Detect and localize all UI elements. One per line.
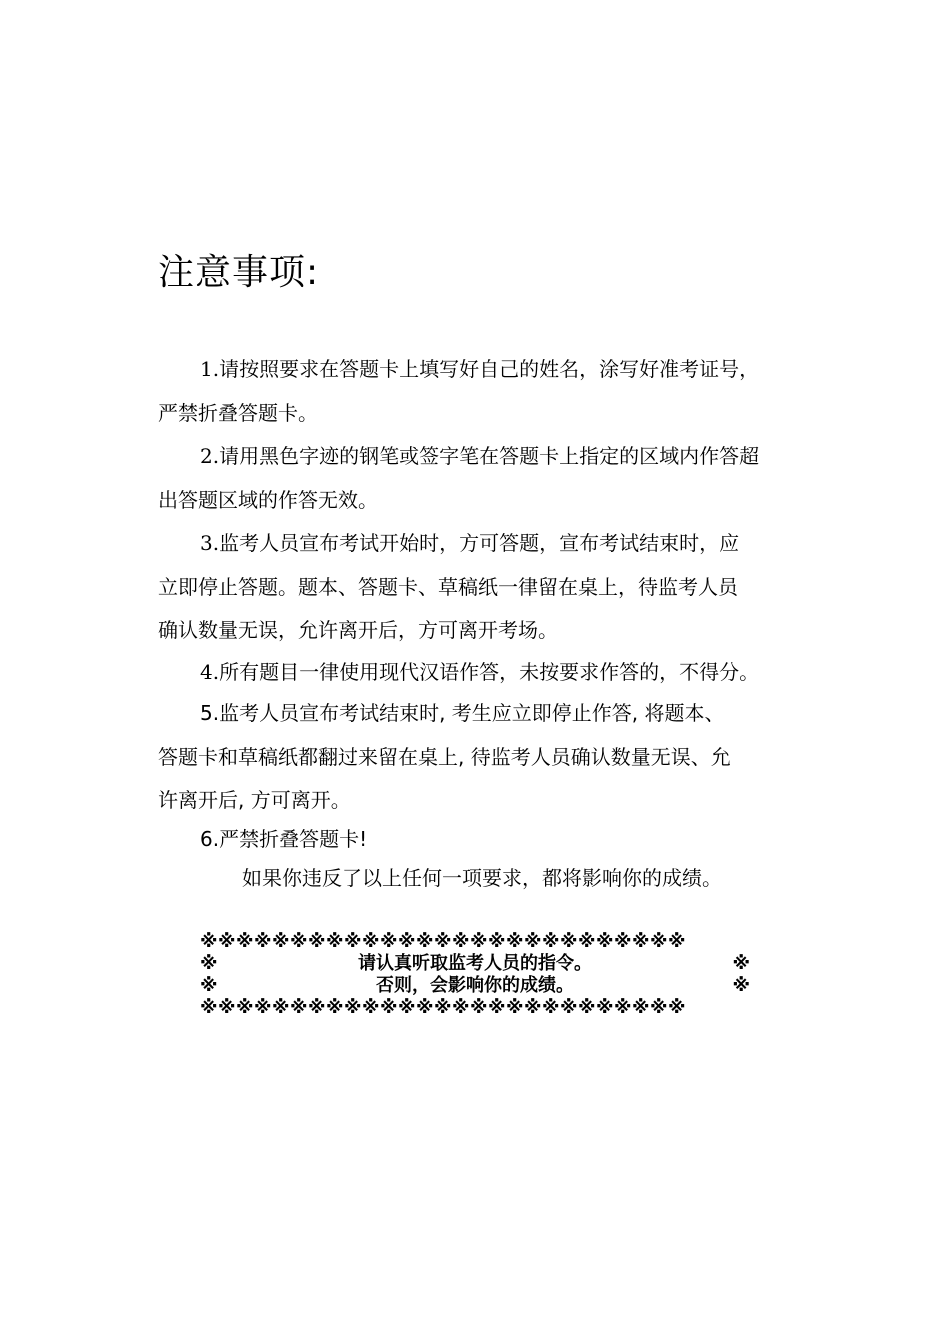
instruction-2-line-1: 2.请用黑色字迹的钢笔或签字笔在答题卡上指定的区域内作答超 [200,444,760,468]
page-title: 注意事项: [158,252,320,293]
instruction-3-line-1: 3.监考人员宣布考试开始时，方可答题，宣布考试结束时，应 [200,531,740,555]
notice-row-1 [200,953,750,975]
instruction-2-line-2: 出答题区域的作答无效。 [158,488,378,512]
instruction-6-line-1: 6.严禁折叠答题卡! [200,827,368,851]
notice-box [200,931,750,1019]
notice-left-edge: ※ [200,953,218,974]
warning-text: 如果你违反了以上任何一项要求，都将影响你的成绩。 [242,866,722,890]
notice-row-2 [200,975,750,997]
instruction-5-line-1: 5.监考人员宣布考试结束时, 考生应立即停止作答, 将题本、 [200,701,725,725]
instruction-3-line-3: 确认数量无误，允许离开后，方可离开考场。 [158,618,558,642]
instruction-5-line-3: 许离开后, 方可离开。 [158,788,351,812]
notice-line-1: 请认真听取监考人员的指令。 [358,953,592,974]
notice-right-edge: ※ [732,953,750,974]
notice-top-border: ※※※※※※※※※※※※※※※※※※※※※※※※※※※ [200,931,686,952]
instruction-5-line-2: 答题卡和草稿纸都翻过来留在桌上, 待监考人员确认数量无误、允 [158,745,731,769]
notice-line-2: 否则，会影响你的成绩。 [376,975,574,996]
notice-left-edge: ※ [200,975,218,996]
instruction-3-line-2: 立即停止答题。题本、答题卡、草稿纸一律留在桌上，待监考人员 [158,575,738,599]
instruction-1-line-1: 1.请按照要求在答题卡上填写好自己的姓名，涂写好准考证号， [200,357,760,381]
notice-right-edge: ※ [732,975,750,996]
instruction-4-line-1: 4.所有题目一律使用现代汉语作答，未按要求作答的，不得分。 [200,660,760,684]
notice-bottom-border: ※※※※※※※※※※※※※※※※※※※※※※※※※※※ [200,997,686,1018]
instruction-1-line-2: 严禁折叠答题卡。 [158,401,318,425]
